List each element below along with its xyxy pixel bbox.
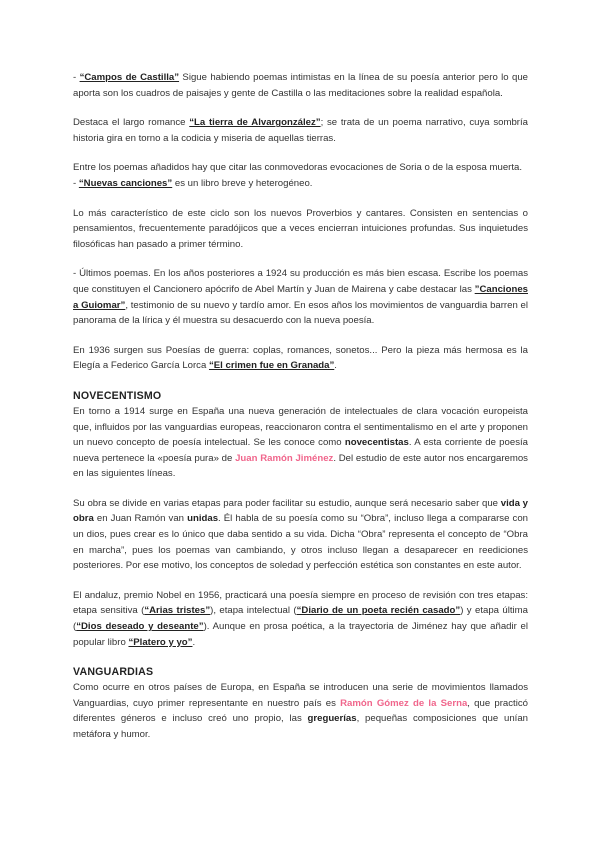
text: . (192, 636, 196, 648)
text: - (73, 177, 79, 189)
text: . A esta corriente de poesía nueva pertenece la «poesía pura» de (73, 437, 528, 464)
book-title-el-crimen-fue-en-granada: “El crimen fue en Granada” (208, 360, 335, 372)
text: en Juan Ramón van (93, 513, 188, 525)
book-title-canciones-a-guiomar: ”Canciones a Guiomar” (73, 283, 528, 311)
text: - Últimos poemas. En los años posteriores a 1924 su producción es más bien escasa. Escribe los poemas que constituyen el Cancionero apócrifo de Abel Martín y Juan de Mairena y cabe destacar las (73, 268, 528, 295)
book-title-dios-deseado: “Dios deseado y deseante” (76, 621, 204, 633)
paragraph-poesias-de-guerra (73, 343, 528, 374)
text: ), etapa intelectual ( (210, 605, 297, 617)
term-greguerias: greguerías (307, 713, 357, 725)
text: , que practicó diferentes géneros e incluso creó uno propio, las (73, 697, 528, 725)
paragraph-premio-nobel (73, 588, 528, 650)
book-title-platero-y-yo: “Platero y yo” (128, 636, 193, 648)
text: . (334, 360, 337, 372)
text: En torno a 1914 surge en España una nueva generación de intelectuales de clara vocación europeista que, influidos por las vanguardias europeas, reaccionaron contra el sentimentalismo en el arte y proponen un nuevo concepto de poesía intelectual. Se les conoce como (73, 405, 528, 449)
text: ) y etapa última ( (73, 605, 528, 633)
book-title-nuevas-canciones: “Nuevas canciones” (78, 177, 173, 189)
text: . Del estudio de este autor nos encargaremos en las siguientes líneas. (73, 452, 528, 480)
book-title-arias-tristes: “Arias tristes” (144, 605, 211, 617)
section-heading-novecentismo: NOVECENTISMO (73, 389, 162, 402)
page-content (73, 70, 528, 743)
text: es un libro breve y heterogéneo. (172, 177, 313, 189)
paragraph-obra-etapas (73, 496, 528, 574)
book-title-la-tierra-de-alvargonzalez: “La tierra de Alvargonzález” (189, 117, 321, 129)
term-vida-y-obra: vida y obra (73, 497, 528, 525)
paragraph-nuevas-canciones (73, 160, 528, 191)
text: Destaca el largo romance (73, 117, 190, 129)
paragraph-vanguardias (73, 680, 528, 742)
author-ramon-gomez-de-la-serna: Ramón Gómez de la Serna (340, 697, 468, 709)
text: Lo más característico de este ciclo son los nuevos Proverbios y cantares. Consisten en sentencias o pensamientos, frecuentemente paradójicos que a veces encierran intuiciones profundas. Sus inquietudes filosóficas han pasado a primer término. (73, 207, 528, 250)
text: - (73, 72, 80, 83)
book-title-campos-de-castilla: “Campos de Castilla” (79, 72, 180, 83)
text: Entre los poemas añadidos hay que citar las conmovedoras evocaciones de Soria o de la esposa muerta. (73, 162, 523, 174)
text: En 1936 surgen sus Poesías de guerra: coplas, romances, sonetos... Pero la pieza más hermosa es la Elegía a Federico García Lorca (73, 344, 528, 372)
book-title-diario-de-un-poeta: “Diario de un poeta recién casado” (296, 605, 461, 617)
paragraph-novecentismo-intro (73, 404, 528, 482)
paragraph-proverbios (73, 206, 528, 253)
text: Su obra se divide en varias etapas para poder facilitar su estudio, aunque será necesario saber que (73, 497, 501, 509)
paragraph-ultimos-poemas (73, 266, 528, 328)
term-unidas: unidas (187, 513, 219, 525)
paragraph-campos-de-castilla (73, 70, 528, 101)
author-juan-ramon-jimenez: Juan Ramón Jiménez (235, 452, 334, 464)
text: ; se trata de un poema narrativo, cuya sombría historia gira en torno a la codicia y miseria de aquellas tierras. (73, 117, 528, 144)
text: . Él habla de su poesía como su “Obra”, incluso llega a compararse con un dios, pues crear es lo único que daba sentido a su vida. Dicha “Obra” representa el concepto de “Obra en marcha”, pues los poemas van cambiando, y otros incluso llegan a desaparecer en reediciones posteriores. Por ese motivo, los conceptos de soledad y perfección estética son constantes en este autor. (73, 513, 528, 572)
term-novecentistas: novecentistas (344, 437, 409, 449)
text: ). Aunque en prosa poética, a la trayectoria de Jiménez hay que añadir el popular libro (73, 621, 528, 648)
text: El andaluz, premio Nobel en 1956, practicará una poesía siempre en proceso de revisión con tres etapas: etapa sensitiva ( (73, 589, 528, 617)
text: , testimonio de su nuevo y tardío amor. En esos años los movimientos de vanguardia barren el panorama de la lírica y él muestra su desacuerdo con la nueva poesía. (73, 299, 529, 327)
section-heading-vanguardias: VANGUARDIAS (73, 666, 154, 679)
text: Sigue habiendo poemas intimistas en la línea de su poesía anterior pero lo que aporta son los cuadros de paisajes y gente de Castilla o las meditaciones sobre la realidad española. (73, 72, 528, 99)
text: , pequeñas composiciones que unían metáfora y humor. (73, 713, 529, 740)
paragraph-alvargonzalez (73, 115, 528, 146)
text: Como ocurre en otros países de Europa, en España se introducen una serie de movimientos llamados Vanguardias, cuyo primer representante en nuestro país es (73, 682, 528, 709)
